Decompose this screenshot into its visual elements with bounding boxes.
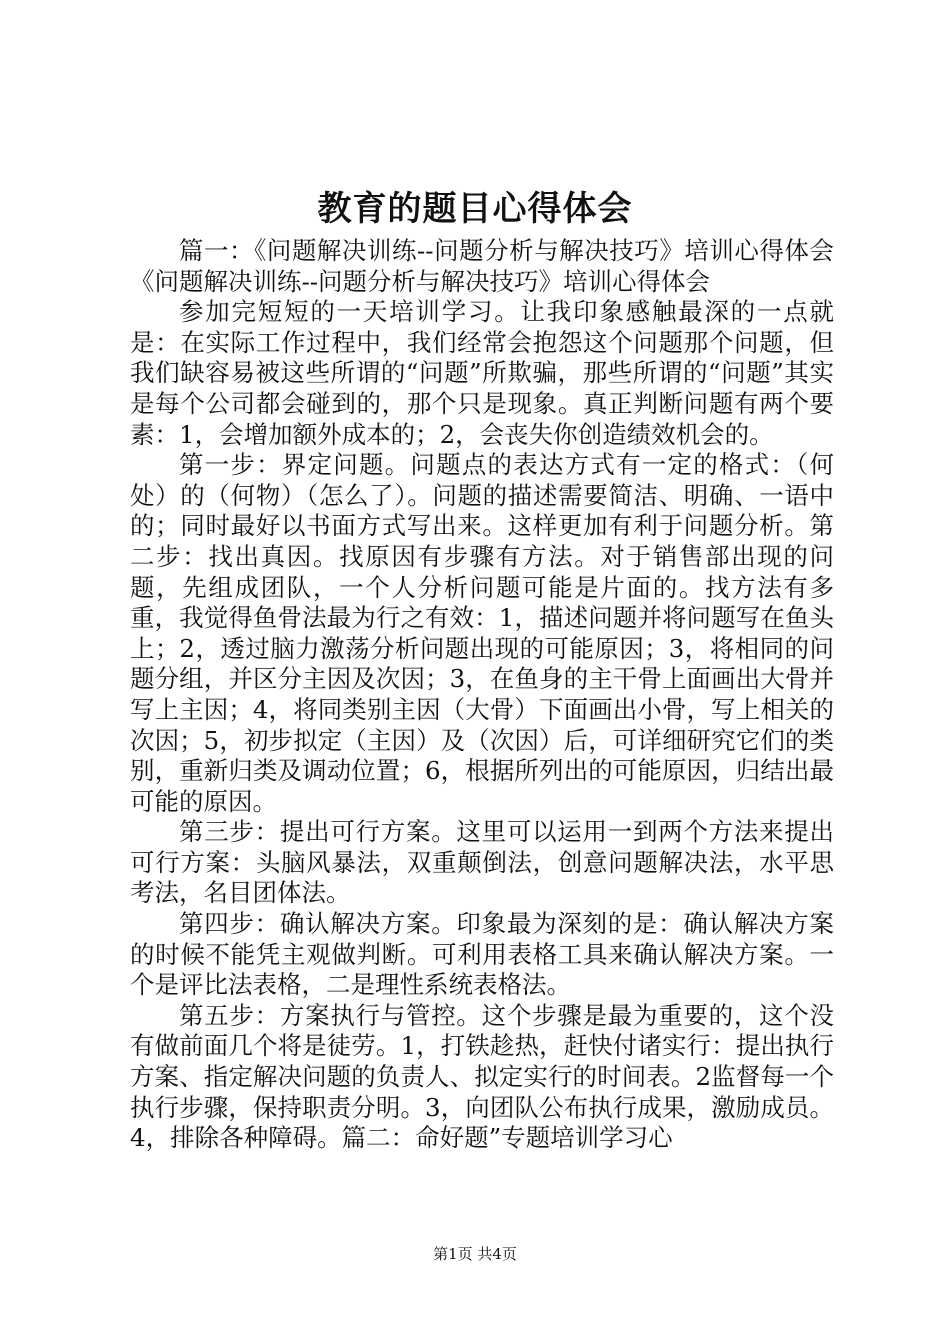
document-title: 教育的题目心得体会	[317, 189, 633, 229]
paragraph-1: 篇一：《问题解决训练--问题分析与解决技巧》培训心得体会《问题解决训练--问题分析与解决技巧》培训心得体会	[130, 236, 834, 296]
document-body	[130, 236, 834, 1154]
paragraph-2: 参加完短短的一天培训学习。让我印象感触最深的一点就是：在实际工作过程中，我们经常会抱怨这个问题那个问题，但我们缺容易被这些所谓的“问题”所欺骗，那些所谓的“问题”其实是每个公司都会碰到的，那个只是现象。真正判断问题有两个要素：1，会增加额外成本的；2，会丧失你创造绩效机会的。	[130, 297, 834, 449]
paragraph-6: 第五步：方案执行与管控。这个步骤是最为重要的，这个没有做前面几个将是徒劳。1，打铁趁热，赶快付诸实行：提出执行方案、指定解决问题的负责人、拟定实行的时间表。2监督每一个执行步骤，保持职责分明。3，向团队公布执行成果，激励成员。4，排除各种障碍。篇二：命好题”专题培训学习心	[130, 1000, 834, 1153]
page-footer: 第1页 共4页	[433, 1245, 517, 1263]
paragraph-5: 第四步：确认解决方案。印象最为深刻的是：确认解决方案的时候不能凭主观做判断。可利用表格工具来确认解决方案。一个是评比法表格，二是理性系统表格法。	[130, 909, 834, 1000]
paragraph-3: 第一步：界定问题。问题点的表达方式有一定的格式：（何处）的（何物）（怎么了）。问题的描述需要简洁、明确、一语中的；同时最好以书面方式写出来。这样更加有利于问题分析。第二步：找出真因。找原因有步骤有方法。对于销售部出现的问题，先组成团队，一个人分析问题可能是片面的。找方法有多重，我觉得鱼骨法最为行之有效：1，描述问题并将问题写在鱼头上；2，透过脑力激荡分析问题出现的可能原因；3，将相同的问题分组，并区分主因及次因；3，在鱼身的主干骨上面画出大骨并写上主因；4，将同类别主因（大骨）下面画出小骨，写上相关的次因；5，初步拟定（主因）及（次因）后，可详细研究它们的类别，重新归类及调动位置；6，根据所列出的可能原因，归结出最可能的原因。	[130, 450, 834, 816]
paragraph-4: 第三步：提出可行方案。这里可以运用一到两个方法来提出可行方案：头脑风暴法，双重颠倒法，创意问题解决法，水平思考法，名目团体法。	[130, 817, 834, 908]
